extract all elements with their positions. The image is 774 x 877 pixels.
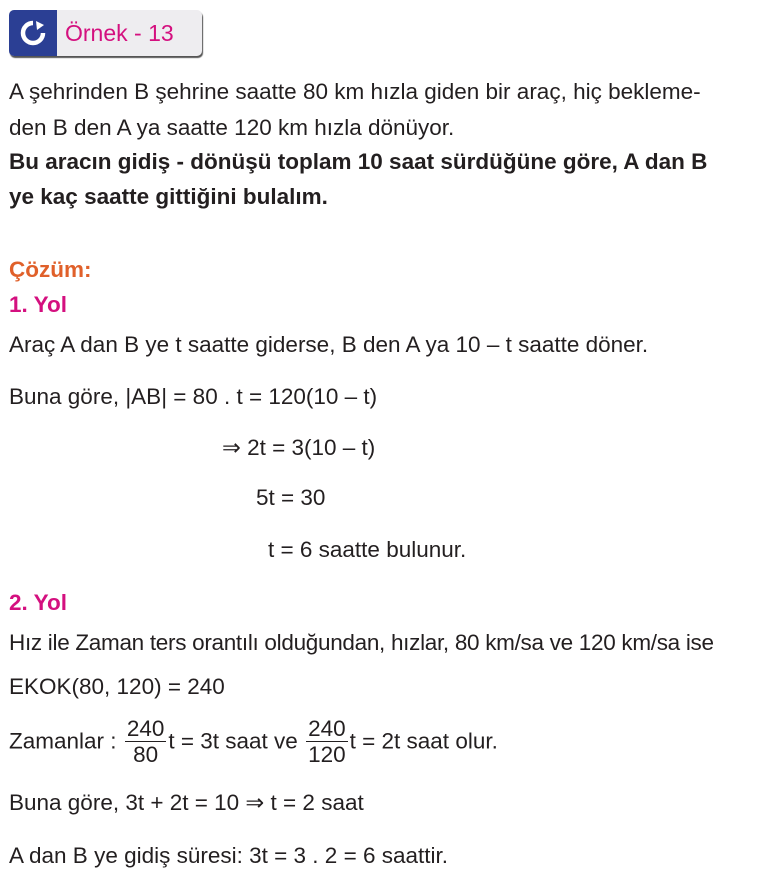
way2-times-line (9, 716, 498, 767)
denominator: 80 (133, 742, 159, 767)
way1-line: ⇒ 2t = 3(10 – t) (222, 435, 376, 460)
fraction (306, 716, 348, 767)
way1-line: t = 6 saatte bulunur. (268, 537, 467, 562)
way2-line: EKOK(80, 120) = 240 (9, 674, 225, 699)
problem-line: den B den A ya saatte 120 km hızla dönüyor. (9, 115, 455, 140)
way1-line: Buna göre, |AB| = 80 . t = 120(10 – t) (9, 384, 378, 409)
fraction (125, 716, 167, 767)
problem-question: Bu aracın gidiş - dönüşü toplam 10 saat sürdüğüne göre, A dan B (9, 149, 708, 174)
refresh-icon (9, 10, 57, 56)
solution-heading: Çözüm: (9, 257, 92, 282)
problem-line: A şehrinden B şehrine saatte 80 km hızla giden bir araç, hiç bekleme- (9, 79, 701, 104)
way2-title: 2. Yol (9, 590, 67, 615)
numerator: 240 (126, 716, 165, 741)
way2-line: A dan B ye gidiş süresi: 3t = 3 . 2 = 6 saattir. (9, 843, 449, 868)
problem-question: ye kaç saatte gittiğini bulalım. (9, 184, 328, 209)
way2-line: Hız ile Zaman ters orantılı olduğundan, hızlar, 80 km/sa ve 120 km/sa ise (9, 630, 714, 655)
times-text: t = 2t saat olur. (349, 728, 498, 754)
way1-title: 1. Yol (9, 292, 67, 317)
way1-line: Araç A dan B ye t saatte giderse, B den A ya 10 – t saatte döner. (9, 332, 649, 357)
denominator: 120 (308, 742, 346, 767)
times-text: t = 3t saat ve (168, 728, 298, 754)
times-label: Zamanlar : (9, 728, 117, 754)
way2-line: Buna göre, 3t + 2t = 10 ⇒ t = 2 saat (9, 790, 364, 815)
numerator: 240 (308, 716, 346, 741)
way1-line: 5t = 30 (256, 485, 326, 510)
example-header (9, 10, 202, 56)
example-title: Örnek - 13 (65, 20, 174, 46)
